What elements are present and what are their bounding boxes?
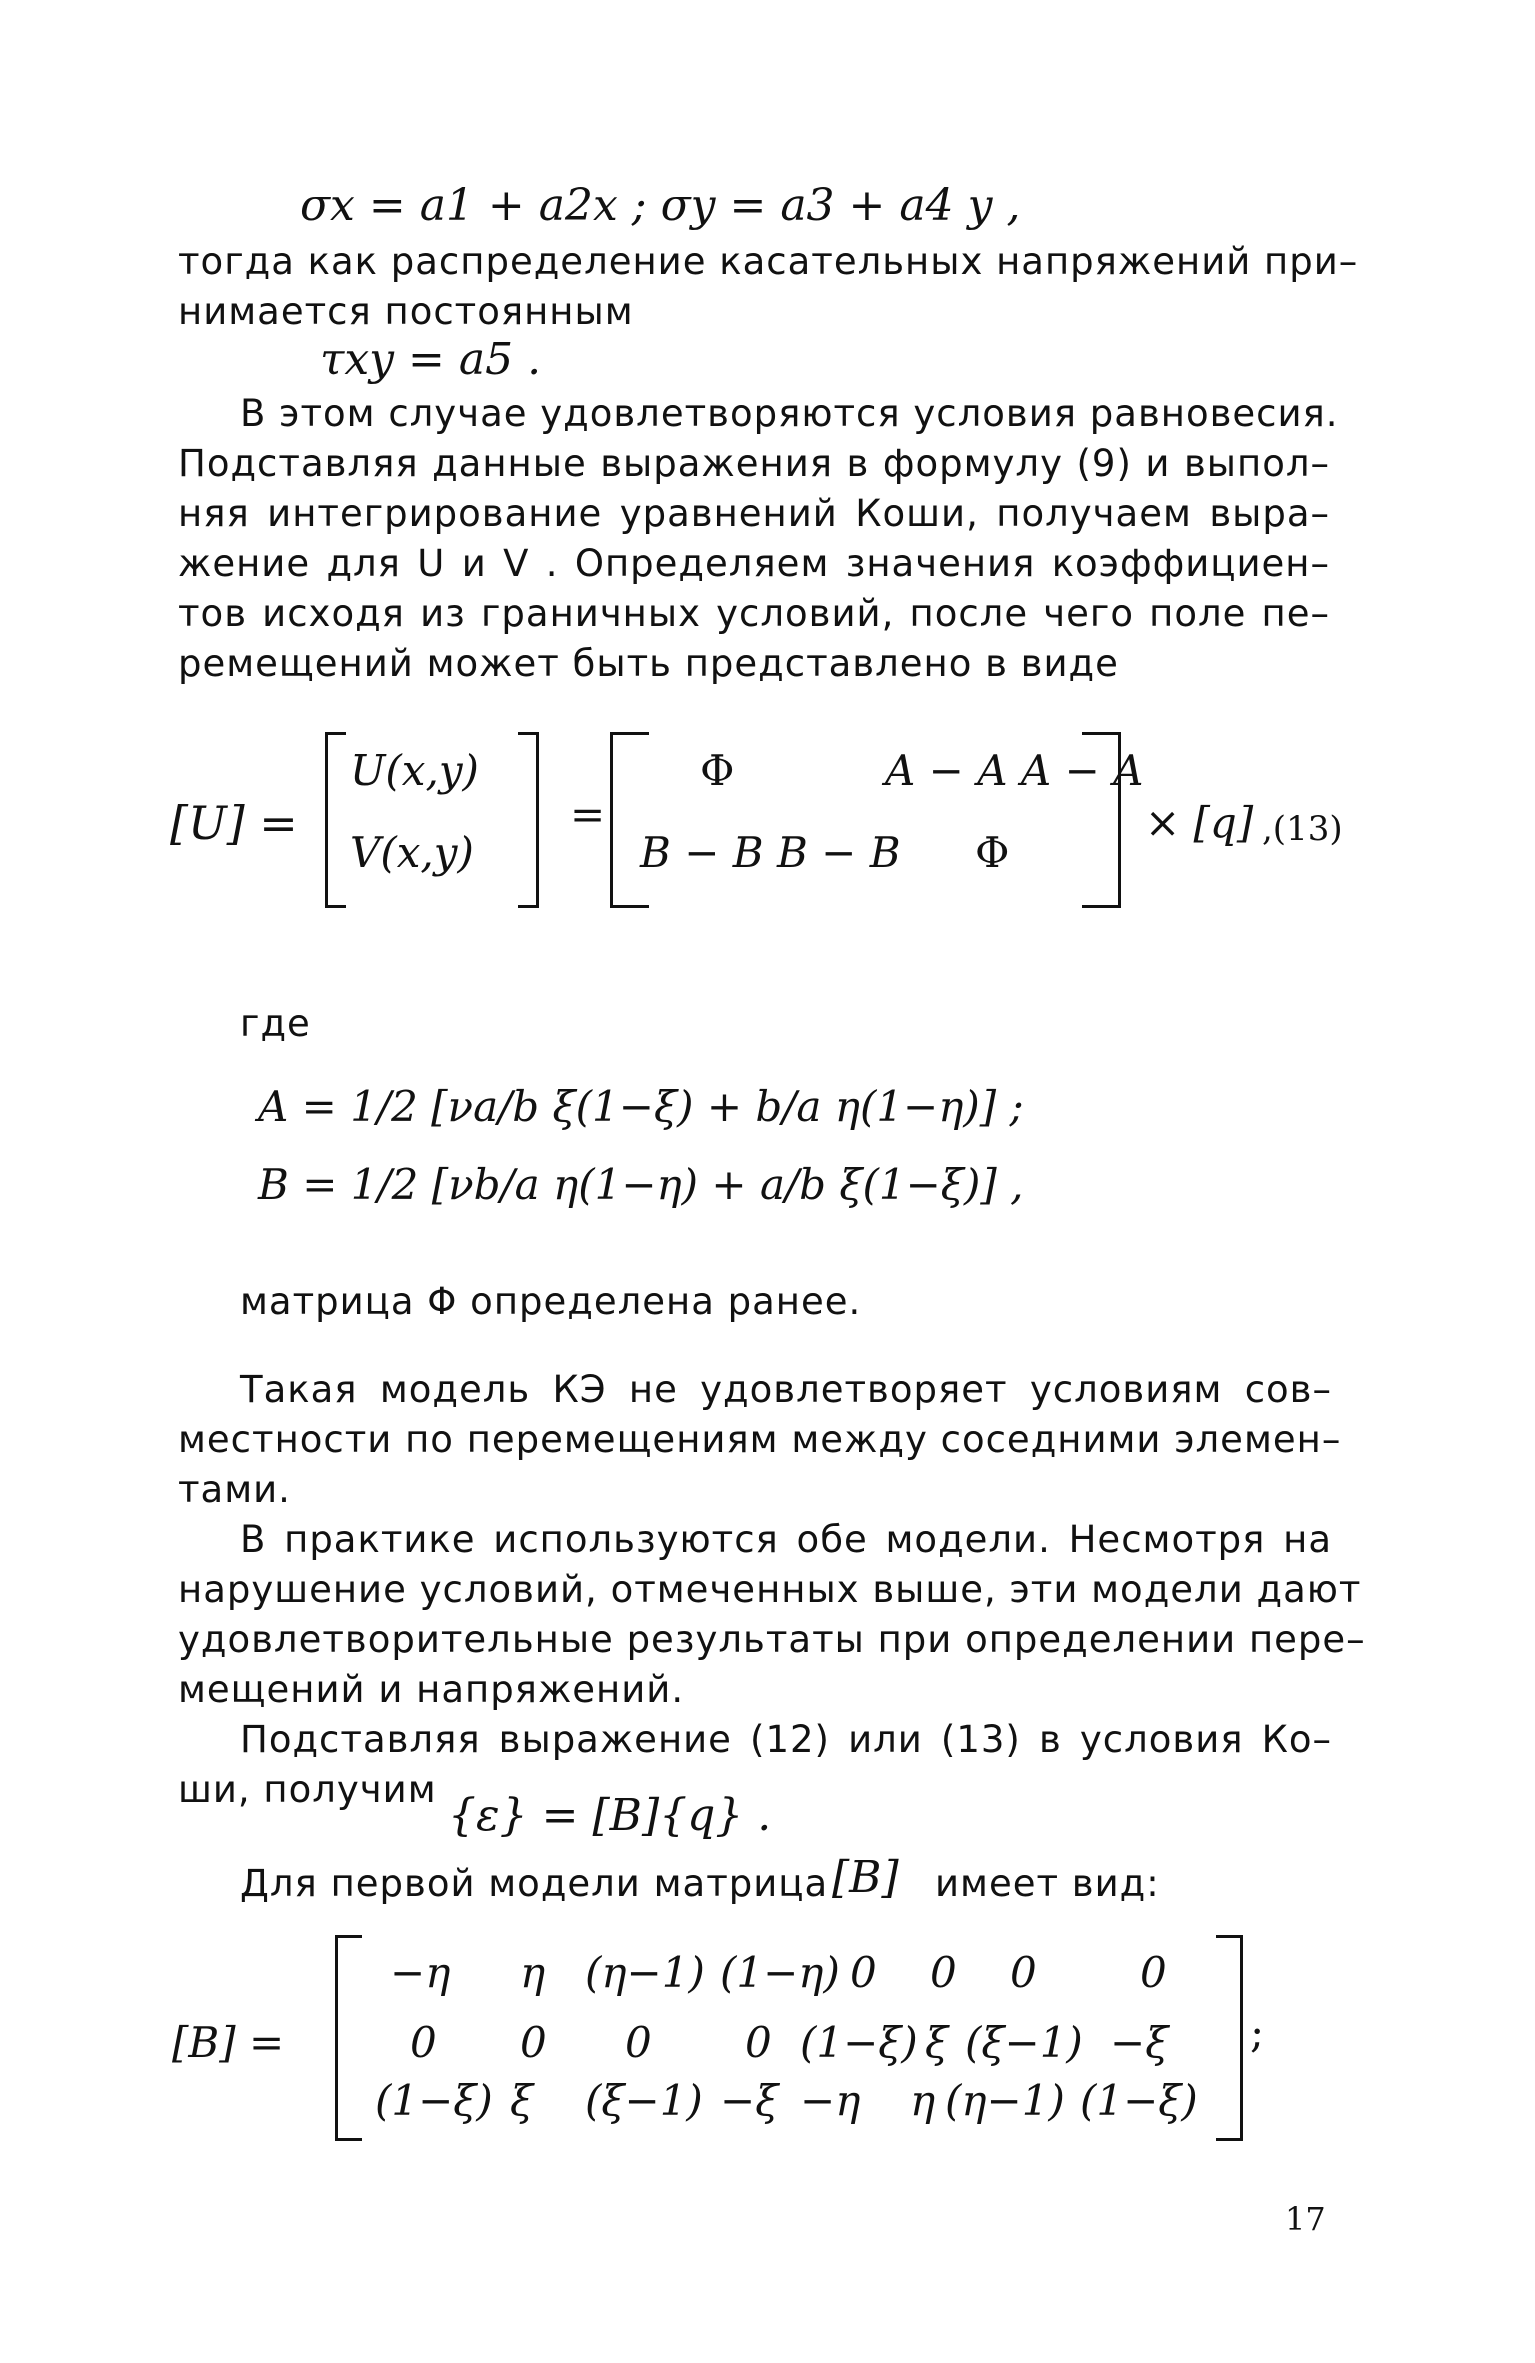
b-matrix-lhs: [B] = bbox=[172, 2018, 285, 2067]
matrix-cell: −ξ bbox=[720, 2076, 779, 2125]
matrix-cell: 0 bbox=[745, 2018, 772, 2067]
page-number: 17 bbox=[1285, 2200, 1326, 2238]
text-line: Подставляя данные выражения в формулу (9) и выпол– bbox=[178, 442, 1330, 485]
text-line: тами. bbox=[178, 1468, 291, 1511]
matrix-phi: Φ bbox=[975, 828, 1010, 877]
vector-bracket-right bbox=[518, 732, 539, 908]
matrix-cell: ξ bbox=[925, 2018, 949, 2067]
text-line: удовлетворительные результаты при определении пере– bbox=[178, 1618, 1366, 1661]
text-line: Такая модель КЭ не удовлетворяет условиям сов– bbox=[240, 1368, 1332, 1411]
matrix-cell: (1−η) bbox=[720, 1948, 840, 1997]
definition-b: B = 1/2 [νb/a η(1−η) + a/b ξ(1−ξ)] , bbox=[258, 1160, 1024, 1209]
matrix-b-entries: B − B B − B bbox=[640, 828, 901, 877]
matrix-cell: −η bbox=[800, 2076, 861, 2125]
matrix-a-entries: A − A A − A bbox=[885, 746, 1144, 795]
text-line: В практике используются обе модели. Несмотря на bbox=[240, 1518, 1332, 1561]
matrix-cell: (η−1) bbox=[945, 2076, 1065, 2125]
b-matrix-end: ; bbox=[1250, 2008, 1265, 2057]
strain-equation: {ε} = [B]{q} . bbox=[448, 1790, 772, 1841]
matrix-cell: (1−ξ) bbox=[375, 2076, 493, 2125]
matrix-cell: 0 bbox=[520, 2018, 547, 2067]
matrix-cell: 0 bbox=[1010, 1948, 1037, 1997]
text-line: Для первой модели матрица bbox=[240, 1862, 829, 1905]
matrix-cell: 0 bbox=[850, 1948, 877, 1997]
text-line: нимается постоянным bbox=[178, 290, 634, 333]
matrix-cell: −η bbox=[390, 1948, 451, 1997]
matrix-cell: η bbox=[910, 2076, 936, 2125]
stress-formula-sigma: σx = a1 + a2x ; σy = a3 + a4 y , bbox=[300, 180, 1021, 231]
text-line: местности по перемещениям между соседними элемен– bbox=[178, 1418, 1342, 1461]
matrix-bracket-left bbox=[610, 732, 649, 908]
matrix-cell: 0 bbox=[930, 1948, 957, 1997]
matrix-bracket-right bbox=[1216, 1935, 1243, 2141]
text-line: Подставляя выражение (12) или (13) в условия Ко– bbox=[240, 1718, 1332, 1761]
text-line: ши, получим bbox=[178, 1768, 437, 1811]
matrix-cell: 0 bbox=[410, 2018, 437, 2067]
eq13-equals: = bbox=[570, 790, 606, 839]
matrix-bracket-left bbox=[335, 1935, 362, 2141]
text-line: где bbox=[240, 1002, 311, 1045]
matrix-cell: (1−ξ) bbox=[800, 2018, 918, 2067]
text-line: ремещений может быть представлено в виде bbox=[178, 642, 1119, 685]
matrix-cell: (ξ−1) bbox=[965, 2018, 1083, 2067]
matrix-phi: Φ bbox=[700, 746, 735, 795]
matrix-cell: 0 bbox=[1140, 1948, 1167, 1997]
stress-formula-tau: τxy = a5 . bbox=[320, 334, 542, 385]
matrix-cell: 0 bbox=[625, 2018, 652, 2067]
matrix-cell: (η−1) bbox=[585, 1948, 705, 1997]
text-line: жение для U и V . Определяем значения коэффициен– bbox=[178, 542, 1330, 585]
matrix-cell: (1−ξ) bbox=[1080, 2076, 1198, 2125]
text-line: няя интегрирование уравнений Коши, получаем выра– bbox=[178, 492, 1330, 535]
vector-entry-v: V(x,y) bbox=[350, 828, 474, 877]
b-matrix-symbol: [B] bbox=[832, 1852, 899, 1903]
text-line: тов исходя из граничных условий, после чего поле пе– bbox=[178, 592, 1330, 635]
matrix-cell: −ξ bbox=[1110, 2018, 1169, 2067]
matrix-cell: (ξ−1) bbox=[585, 2076, 703, 2125]
matrix-cell: ξ bbox=[510, 2076, 534, 2125]
text-line: В этом случае удовлетворяются условия равновесия. bbox=[240, 392, 1339, 435]
text-line: тогда как распределение касательных напряжений при– bbox=[178, 240, 1359, 283]
vector-bracket-left bbox=[325, 732, 346, 908]
text-line: нарушение условий, отмеченных выше, эти модели дают bbox=[178, 1568, 1362, 1611]
eq13-times-q: × [q] bbox=[1145, 798, 1254, 847]
text-line: имеет вид: bbox=[935, 1862, 1160, 1905]
definition-a: A = 1/2 [νa/b ξ(1−ξ) + b/a η(1−η)] ; bbox=[258, 1082, 1024, 1131]
equation-number: ,(13) bbox=[1262, 809, 1343, 849]
eq13-lhs: [U] = bbox=[170, 796, 298, 850]
matrix-bracket-right bbox=[1082, 732, 1121, 908]
vector-entry-u: U(x,y) bbox=[350, 746, 479, 795]
text-line: матрица Φ определена ранее. bbox=[240, 1280, 862, 1323]
matrix-cell: η bbox=[520, 1948, 546, 1997]
text-line: мещений и напряжений. bbox=[178, 1668, 685, 1711]
